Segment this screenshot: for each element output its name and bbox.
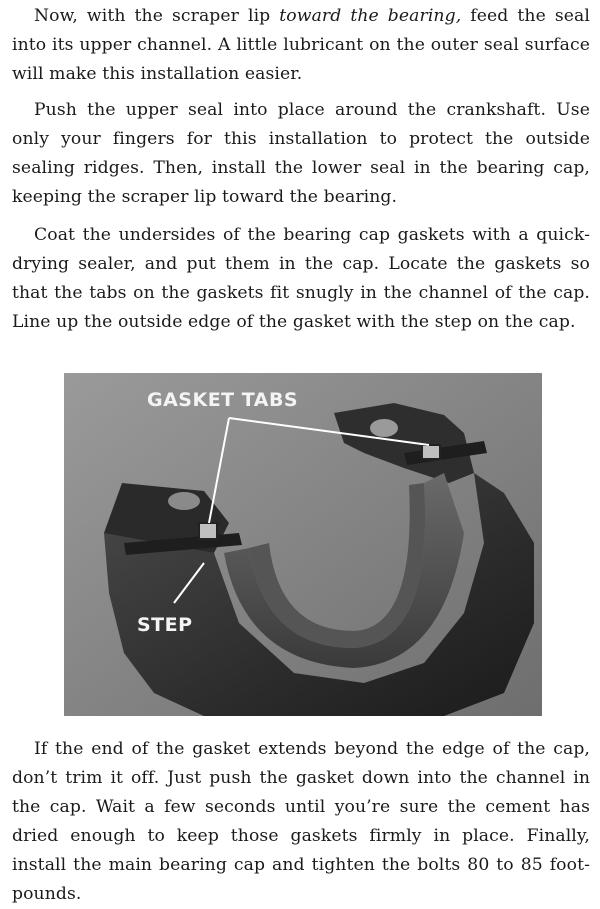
label-step: STEP xyxy=(137,614,193,636)
paragraph-final-install: If the end of the gasket extends beyond the edge of the cap, don’t trim it off. Just push the gasket down into the channel in the cap. Wait a few seconds until you’re sure the cement has dried enough to keep those gaskets firmly in place. Finally, install the main bearing cap and tighten the bolts 80 to 85 foot-pounds. xyxy=(12,739,590,904)
emphasis-text: toward the bearing, xyxy=(279,6,462,26)
gasket-tab-left xyxy=(199,523,217,539)
paragraph-text: feed the seal into its upper channel. A little lubricant on the outer seal surface will make this installation easier. xyxy=(12,6,590,84)
bearing-cap-photo xyxy=(64,373,542,716)
paragraph-upper-seal: Push the upper seal into place around the crankshaft. Use only your fingers for this installation to protect the outside sealing ridges. Then, install the lower seal in the bearing cap, keeping the scraper lip toward the bearing. xyxy=(12,100,590,207)
label-gasket-tabs: GASKET TABS xyxy=(147,389,299,411)
paragraph-gasket-coating: Coat the undersides of the bearing cap gaskets with a quick-drying sealer, and put them in the cap. Locate the gaskets so that the tabs on the gaskets fit snugly in the channel of the cap. Line up the outside edge of the gasket with the step on the cap. xyxy=(12,225,590,332)
paragraph-seal-feed xyxy=(12,2,590,89)
bolt-hole-left xyxy=(168,492,200,510)
paragraph-text: Now, with the scraper lip xyxy=(34,6,280,26)
gasket-tab-right xyxy=(422,445,440,459)
bolt-hole-right xyxy=(370,419,398,437)
